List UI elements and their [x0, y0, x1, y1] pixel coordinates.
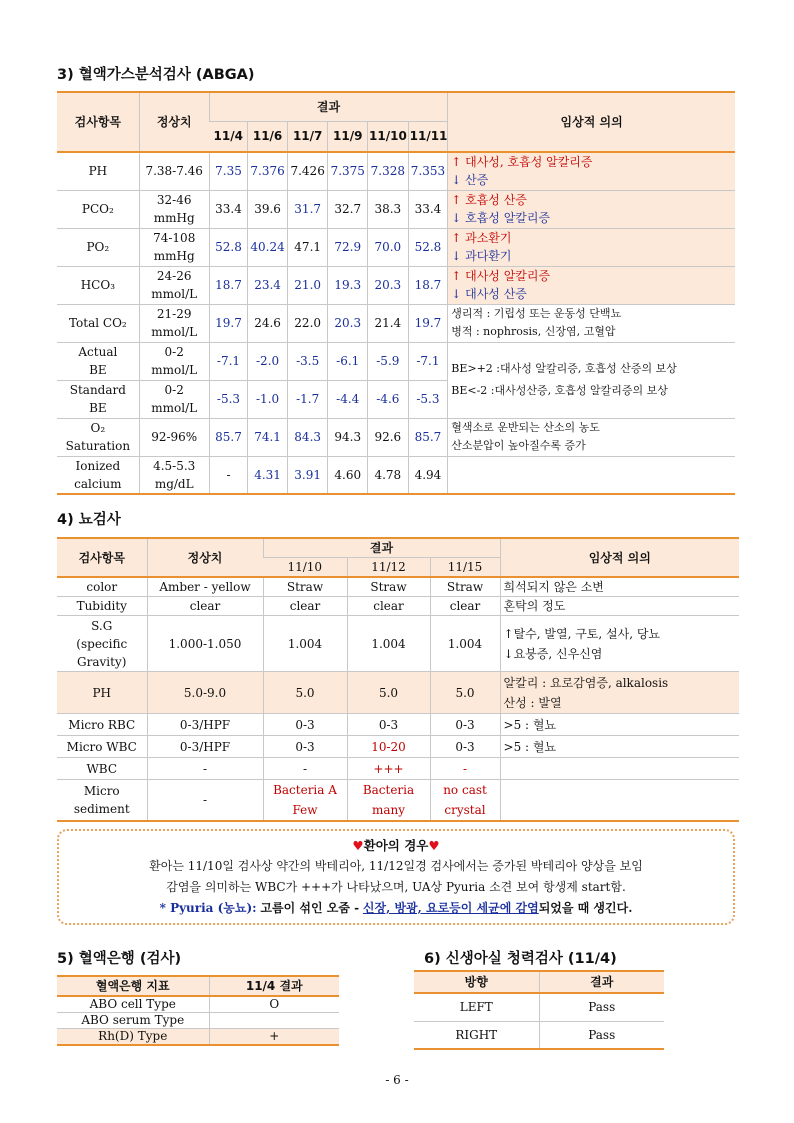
ua-value: 1.004 — [263, 616, 347, 672]
ua-header-meaning: 임상적 의의 — [500, 538, 739, 577]
abga-value: 7.376 — [248, 152, 288, 190]
abga-value: 20.3 — [368, 266, 409, 304]
ua-meaning: 혼탁의 정도 — [500, 597, 739, 616]
table-row — [57, 577, 739, 597]
abga-value: 23.4 — [248, 266, 288, 304]
abga-value: 7.353 — [408, 152, 448, 190]
ua-meaning: >5 : 혈뇨 — [500, 736, 739, 758]
ua-item-sg: S.G (specific Gravity) — [57, 616, 147, 672]
abga-normal: 24-26 mmol/L — [139, 266, 209, 304]
ua-value: 0-3 — [263, 714, 347, 736]
abga-value: 52.8 — [408, 228, 448, 266]
abga-normal: 74-108 mmHg — [139, 228, 209, 266]
abga-value: -6.1 — [328, 342, 368, 380]
abga-header-item: 검사항목 — [57, 92, 139, 152]
abga-date: 11/7 — [287, 121, 328, 152]
table-row — [414, 1021, 664, 1049]
ua-value: 5.0 — [430, 672, 500, 714]
page-number: - 6 - — [385, 1073, 409, 1087]
abga-normal: 21-29 mmol/L — [139, 304, 209, 342]
table-row — [57, 1013, 339, 1029]
ua-normal: Amber - yellow — [147, 577, 263, 597]
abga-value: 7.328 — [368, 152, 409, 190]
hearing-test-table — [414, 970, 664, 1050]
blood-bank-table — [57, 975, 339, 1046]
note-title: ♥환아의 경우♥ — [352, 838, 440, 853]
table-row — [57, 996, 339, 1013]
abga-header-meaning: 임상적 의의 — [448, 92, 735, 152]
ua-date: 11/10 — [263, 558, 347, 578]
patient-note-box — [57, 829, 735, 925]
abga-date: 11/10 — [368, 121, 409, 152]
abga-value: 70.0 — [368, 228, 409, 266]
ua-meaning — [500, 758, 739, 780]
ua-value: 0-3 — [430, 714, 500, 736]
abga-item-ionized-calcium: Ionized calcium — [57, 456, 139, 494]
abga-date: 11/4 — [209, 121, 248, 152]
ua-value: 1.004 — [347, 616, 430, 672]
table-row — [57, 190, 735, 228]
abga-value: -7.1 — [408, 342, 448, 380]
abga-value: 92.6 — [368, 418, 409, 456]
bb-header: 혈액은행 지표 — [57, 976, 209, 996]
abga-meaning: ↑ 대사성 알칼리증 ↓ 대사성 산증 — [448, 266, 735, 304]
abga-value: 21.0 — [287, 266, 328, 304]
bb-section-title: 5) 혈액은행 (검사) — [57, 951, 182, 967]
abga-item-o2-saturation: O₂ Saturation — [57, 418, 139, 456]
hear-section-title: 6) 신생아실 청력검사 (11/4) — [424, 951, 617, 967]
abga-value: 31.7 — [287, 190, 328, 228]
abga-value: 4.60 — [328, 456, 368, 494]
ua-date: 11/15 — [430, 558, 500, 578]
table-row — [57, 456, 735, 494]
ua-value: 5.0 — [263, 672, 347, 714]
abga-value: -4.6 — [368, 380, 409, 418]
abga-item-standard-be: Standard BE — [57, 380, 139, 418]
ua-header-result: 결과 — [263, 538, 500, 558]
table-row — [57, 342, 735, 380]
note-line: 감염을 의미하는 WBC가 +++가 나타났으며, UA상 Pyuria 소견 보여 항생제 start함. — [166, 880, 626, 894]
abga-value: 94.3 — [328, 418, 368, 456]
heart-icon: ♥ — [428, 838, 440, 853]
abga-value: 18.7 — [209, 266, 248, 304]
ua-value: - — [263, 758, 347, 780]
abga-date: 11/11 — [408, 121, 448, 152]
ua-value: clear — [347, 597, 430, 616]
abga-value: -7.1 — [209, 342, 248, 380]
ua-header-normal: 정상치 — [147, 538, 263, 577]
hear-result: Pass — [539, 993, 664, 1021]
abga-value: -5.9 — [368, 342, 409, 380]
ua-meaning: >5 : 혈뇨 — [500, 714, 739, 736]
note-line: 환아는 11/10일 검사상 약간의 박테리아, 11/12일경 검사에서는 증가된 박테리아 양상을 보임 — [149, 859, 643, 873]
abga-value: 20.3 — [328, 304, 368, 342]
abga-value: 72.9 — [328, 228, 368, 266]
ua-normal: 0-3/HPF — [147, 736, 263, 758]
heart-icon: ♥ — [352, 838, 364, 853]
table-row — [57, 780, 739, 822]
table-row — [57, 266, 735, 304]
ua-value: 0-3 — [430, 736, 500, 758]
abga-value: 18.7 — [408, 266, 448, 304]
ua-value: clear — [263, 597, 347, 616]
ua-item-wbc: WBC — [57, 758, 147, 780]
bb-label: ABO cell Type — [57, 996, 209, 1013]
abga-item-total-co2: Total CO₂ — [57, 304, 139, 342]
ua-item-micro-wbc: Micro WBC — [57, 736, 147, 758]
abga-item-actual-be: Actual BE — [57, 342, 139, 380]
abga-section-title: 3) 혈액가스분석검사 (ABGA) — [57, 67, 255, 83]
table-row — [57, 714, 739, 736]
abga-meaning: ↑ 과소환기 ↓ 과다환기 — [448, 228, 735, 266]
abga-value: -1.0 — [248, 380, 288, 418]
bb-header: 11/4 결과 — [209, 976, 339, 996]
ua-value: Straw — [430, 577, 500, 597]
table-row — [57, 228, 735, 266]
abga-value: 4.78 — [368, 456, 409, 494]
abga-value: 19.3 — [328, 266, 368, 304]
abga-normal: 92-96% — [139, 418, 209, 456]
table-row — [57, 672, 739, 714]
ua-normal: 5.0-9.0 — [147, 672, 263, 714]
ua-value: clear — [430, 597, 500, 616]
abga-value: 85.7 — [408, 418, 448, 456]
abga-meaning: 혈색소로 운반되는 산소의 농도 산소분압이 높아질수록 증가 — [448, 418, 735, 456]
abga-value: 32.7 — [328, 190, 368, 228]
abga-value: 33.4 — [209, 190, 248, 228]
abga-value: -2.0 — [248, 342, 288, 380]
ua-item-micro-rbc: Micro RBC — [57, 714, 147, 736]
table-row — [57, 304, 735, 342]
ua-section-title: 4) 뇨검사 — [57, 512, 121, 528]
abga-value: 7.426 — [287, 152, 328, 190]
abga-value: 19.7 — [209, 304, 248, 342]
ua-date: 11/12 — [347, 558, 430, 578]
abga-normal: 4.5-5.3 mg/dL — [139, 456, 209, 494]
abga-value: 4.31 — [248, 456, 288, 494]
ua-item-tubidity: Tubidity — [57, 597, 147, 616]
abga-value: 21.4 — [368, 304, 409, 342]
abga-table — [57, 91, 735, 495]
table-row — [57, 736, 739, 758]
table-row — [57, 616, 739, 672]
bb-label: Rh(D) Type — [57, 1029, 209, 1046]
urine-table — [57, 537, 739, 822]
ua-normal: 1.000-1.050 — [147, 616, 263, 672]
abga-value: 85.7 — [209, 418, 248, 456]
abga-value: 7.375 — [328, 152, 368, 190]
ua-value: 5.0 — [347, 672, 430, 714]
abga-item-hco3: HCO₃ — [57, 266, 139, 304]
table-row — [57, 1029, 339, 1046]
ua-value: - — [430, 758, 500, 780]
abga-value: 22.0 — [287, 304, 328, 342]
abga-meaning — [448, 456, 735, 494]
ua-normal: - — [147, 780, 263, 822]
ua-item-micro-sediment: Micro sediment — [57, 780, 147, 822]
abga-value: -5.3 — [209, 380, 248, 418]
hear-result: Pass — [539, 1021, 664, 1049]
abga-normal: 0-2 mmol/L — [139, 342, 209, 380]
abga-value: 4.94 — [408, 456, 448, 494]
table-row — [57, 152, 735, 190]
ua-normal: - — [147, 758, 263, 780]
abga-normal: 0-2 mmol/L — [139, 380, 209, 418]
abga-value: -1.7 — [287, 380, 328, 418]
note-line: * Pyuria (농뇨): 고름이 섞인 오줌 - 신장, 방광, 요로등이 세균에 감염되었을 때 생긴다. — [159, 901, 633, 915]
abga-value: 47.1 — [287, 228, 328, 266]
table-row — [57, 418, 735, 456]
ua-value: Bacteria A Few — [263, 780, 347, 822]
abga-value: 33.4 — [408, 190, 448, 228]
ua-value: +++ — [347, 758, 430, 780]
abga-value: 38.3 — [368, 190, 409, 228]
ua-header-item: 검사항목 — [57, 538, 147, 577]
ua-meaning: 알칼리 : 요로감염증, alkalosis 산성 : 발열 — [500, 672, 739, 714]
abga-value: 84.3 — [287, 418, 328, 456]
abga-value: -4.4 — [328, 380, 368, 418]
hear-side: RIGHT — [414, 1021, 539, 1049]
abga-value: -5.3 — [408, 380, 448, 418]
abga-meaning: 생리적 : 기립성 또는 운동성 단백뇨 병적 : nophrosis, 신장염, 고혈압 — [448, 304, 735, 342]
hear-header: 방향 — [414, 971, 539, 993]
ua-meaning: ↑탈수, 발열, 구토, 설사, 당뇨 ↓요붕증, 신우신염 — [500, 616, 739, 672]
abga-normal: 32-46 mmHg — [139, 190, 209, 228]
bb-value: + — [209, 1029, 339, 1046]
table-row — [414, 993, 664, 1021]
ua-normal: 0-3/HPF — [147, 714, 263, 736]
bb-value — [209, 1013, 339, 1029]
abga-value: 40.24 — [248, 228, 288, 266]
table-row — [57, 597, 739, 616]
abga-value: 39.6 — [248, 190, 288, 228]
ua-value: 1.004 — [430, 616, 500, 672]
abga-value: - — [209, 456, 248, 494]
abga-item-ph: PH — [57, 152, 139, 190]
abga-value: 19.7 — [408, 304, 448, 342]
abga-item-pco2: PCO₂ — [57, 190, 139, 228]
abga-value: 7.35 — [209, 152, 248, 190]
abga-meaning: ↑ 대사성, 호흡성 알칼리증 ↓ 산증 — [448, 152, 735, 190]
ua-value: Bacteria many — [347, 780, 430, 822]
abga-header-normal: 정상치 — [139, 92, 209, 152]
abga-item-po2: PO₂ — [57, 228, 139, 266]
abga-meaning: BE>+2 :대사성 알칼리증, 호흡성 산증의 보상 BE<-2 :대사성산증, 호흡성 알칼리증의 보상 — [448, 342, 735, 418]
hear-side: LEFT — [414, 993, 539, 1021]
abga-date: 11/6 — [248, 121, 288, 152]
abga-normal: 7.38-7.46 — [139, 152, 209, 190]
ua-meaning: 희석되지 않은 소변 — [500, 577, 739, 597]
ua-item-color: color — [57, 577, 147, 597]
ua-value: Straw — [347, 577, 430, 597]
hear-header: 결과 — [539, 971, 664, 993]
abga-value: 74.1 — [248, 418, 288, 456]
abga-value: 52.8 — [209, 228, 248, 266]
abga-value: 3.91 — [287, 456, 328, 494]
table-row — [57, 758, 739, 780]
ua-value: no cast crystal — [430, 780, 500, 822]
ua-value: Straw — [263, 577, 347, 597]
ua-normal: clear — [147, 597, 263, 616]
ua-value: 0-3 — [347, 714, 430, 736]
bb-label: ABO serum Type — [57, 1013, 209, 1029]
ua-item-ph: PH — [57, 672, 147, 714]
abga-header-result: 결과 — [209, 92, 448, 121]
abga-value: -3.5 — [287, 342, 328, 380]
ua-value: 0-3 — [263, 736, 347, 758]
abga-date: 11/9 — [328, 121, 368, 152]
bb-value: O — [209, 996, 339, 1013]
ua-value: 10-20 — [347, 736, 430, 758]
abga-value: 24.6 — [248, 304, 288, 342]
abga-meaning: ↑ 호흡성 산증 ↓ 호흡성 알칼리증 — [448, 190, 735, 228]
ua-meaning — [500, 780, 739, 822]
